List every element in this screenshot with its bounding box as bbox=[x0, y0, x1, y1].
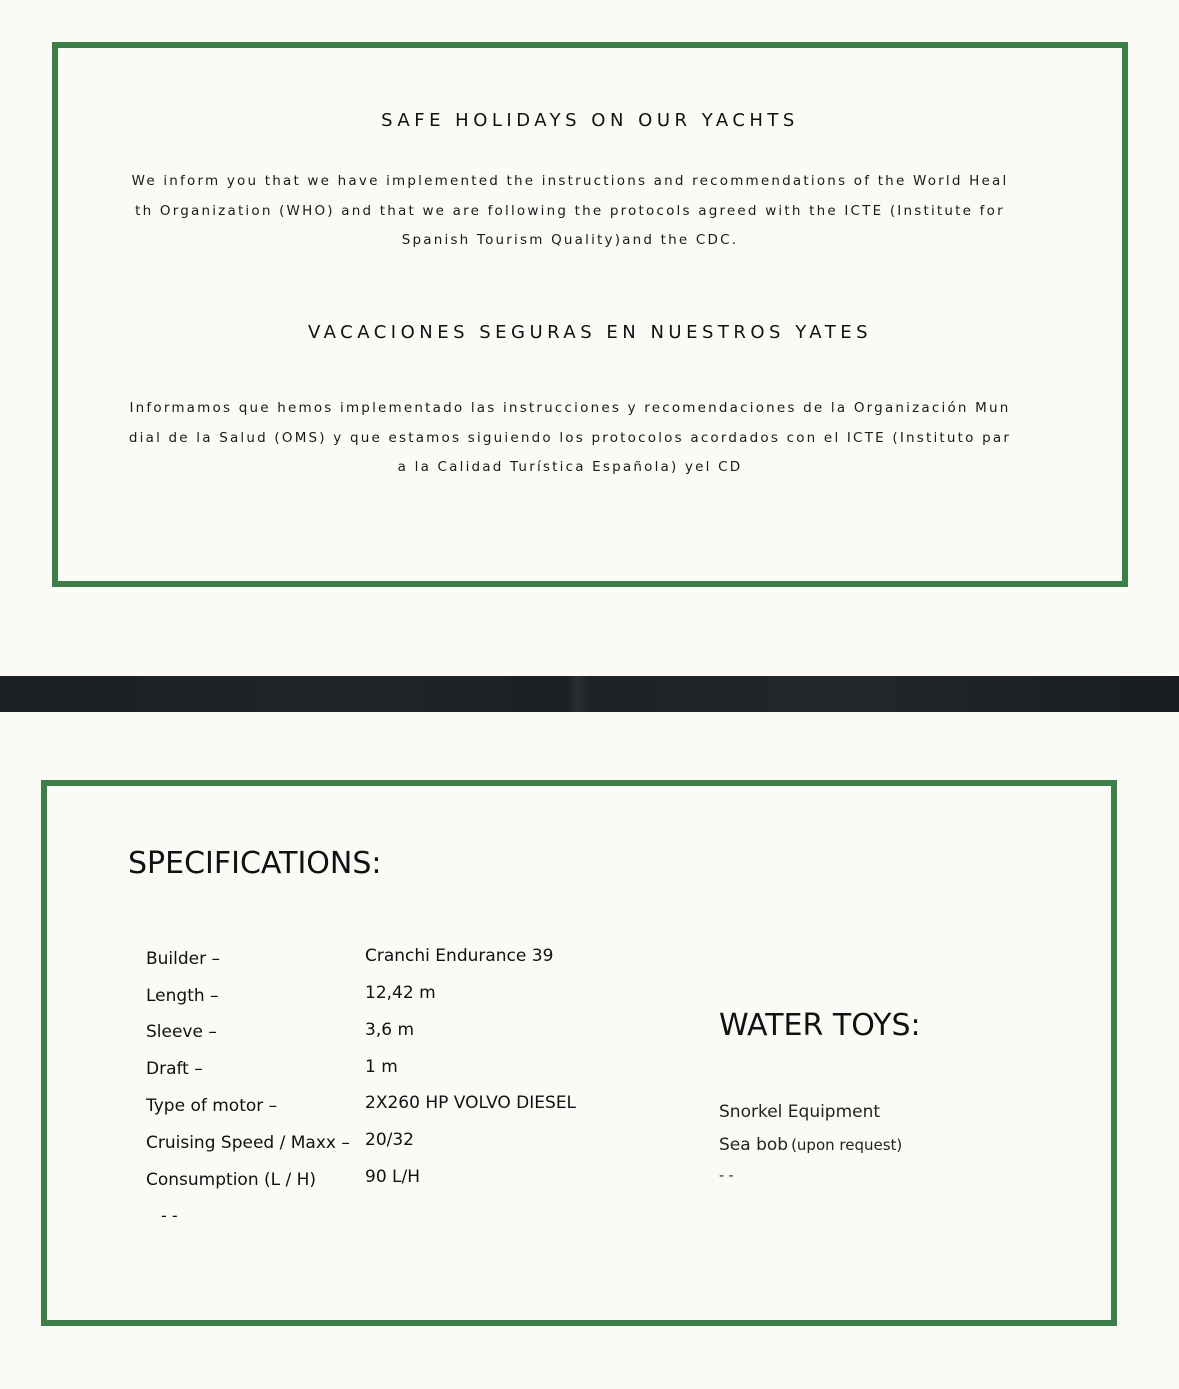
toy-item-seabob-name: Sea bob bbox=[719, 1135, 789, 1155]
notice-heading-en: SAFE HOLIDAYS ON OUR YACHTS bbox=[381, 110, 799, 131]
banner-image-strip bbox=[0, 676, 1179, 712]
spec-label-draft: Draft – bbox=[146, 1059, 203, 1079]
spec-label-motor: Type of motor – bbox=[146, 1096, 278, 1116]
spec-value-draft: 1 m bbox=[365, 1057, 398, 1077]
toy-item-snorkel bbox=[719, 1102, 880, 1122]
notice-text-es: Informamos que hemos implementado las instrucciones y recomendaciones de la Organización Mundial de la Salud (OMS) y que estamos siguiendo los protocolos acordados con el ICTE (Instituto para la Calidad Turística Española) yel CD bbox=[128, 400, 1012, 475]
water-toys-title: WATER TOYS: bbox=[719, 1008, 921, 1043]
spec-label-speed: Cruising Speed / Maxx – bbox=[146, 1133, 350, 1153]
toy-item-seabob-note: (upon request) bbox=[791, 1136, 903, 1154]
spec-label-consumption: Consumption (L / H) bbox=[146, 1170, 317, 1190]
spec-label-builder: Builder – bbox=[146, 949, 221, 969]
spec-value-consumption: 90 L/H bbox=[365, 1167, 421, 1187]
notice-text-en: We inform you that we have implemented the instructions and recommendations of the World Health Organization (WHO) and that we are following the protocols agreed with the ICTE (Institute for Spanish Tourism Quality)and the CDC. bbox=[131, 173, 1009, 248]
spec-value-length: 12,42 m bbox=[365, 983, 436, 1003]
spec-value-motor: 2X260 HP VOLVO DIESEL bbox=[365, 1093, 577, 1113]
spec-value-sleeve: 3,6 m bbox=[365, 1020, 414, 1040]
notice-heading-es: VACACIONES SEGURAS EN NUESTROS YATES bbox=[307, 322, 873, 343]
spec-value-builder: Cranchi Endurance 39 bbox=[365, 946, 554, 966]
specifications-title: SPECIFICATIONS: bbox=[128, 846, 382, 881]
toy-item-snorkel-name: Snorkel Equipment bbox=[719, 1102, 881, 1122]
safe-holidays-notice bbox=[52, 42, 1128, 587]
spec-label-length: Length – bbox=[146, 986, 219, 1006]
toys-trailing-dashes: - - bbox=[719, 1168, 734, 1184]
spec-trailing-dashes: - - bbox=[161, 1206, 178, 1225]
specifications-panel bbox=[41, 780, 1117, 1326]
spec-label-sleeve: Sleeve – bbox=[146, 1022, 217, 1042]
spec-value-speed: 20/32 bbox=[365, 1130, 414, 1150]
toy-item-seabob bbox=[719, 1135, 902, 1155]
